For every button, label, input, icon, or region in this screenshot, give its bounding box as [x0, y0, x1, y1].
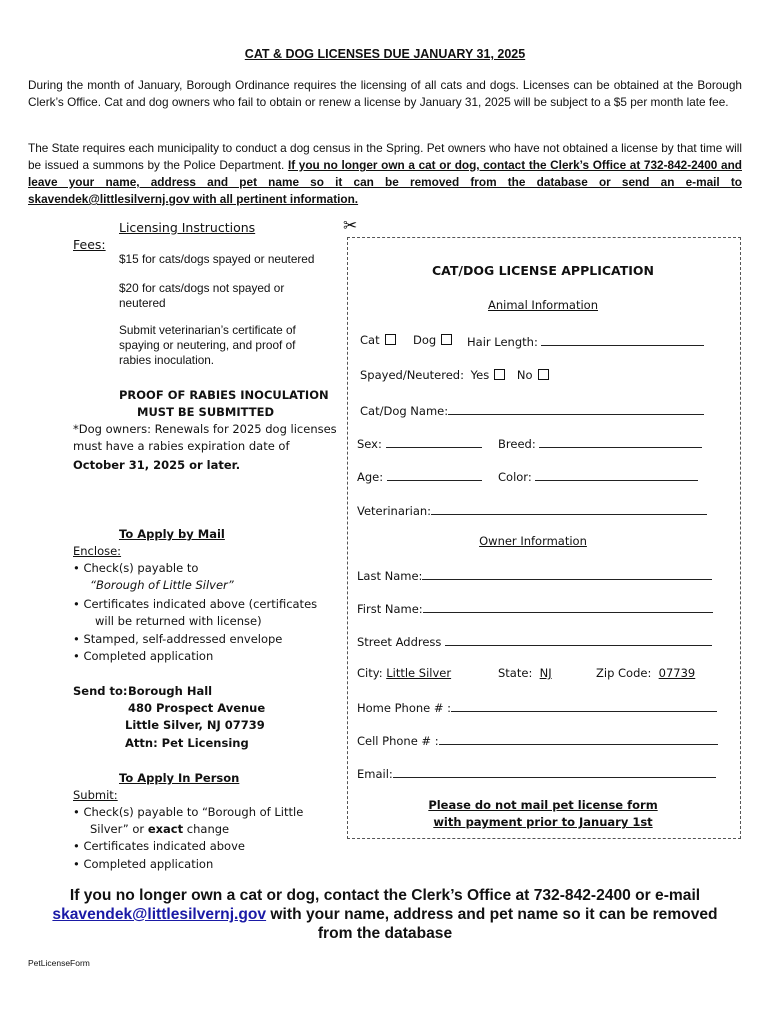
mail-item: “Borough of Little Silver” [90, 578, 234, 592]
page-title: CAT & DOG LICENSES DUE JANUARY 31, 2025 [244, 47, 526, 61]
bottom-notice-line-1: If you no longer own a cat or dog, contact the Clerk’s Office at 732-842-2400 or e-mail [69, 887, 701, 904]
person-item-text: Silver” or [90, 822, 148, 836]
submit-label: Submit: [73, 788, 118, 802]
person-item: • Certificates indicated above [73, 839, 245, 853]
age-label: Age: [357, 470, 384, 484]
mail-item: • Completed application [73, 649, 214, 663]
person-item: • Check(s) payable to “Borough of Little [73, 805, 304, 819]
dog-option[interactable] [413, 333, 452, 347]
pet-name-input[interactable] [448, 402, 704, 415]
hair-length-field[interactable] [467, 333, 704, 349]
fees-label: Fees: [73, 237, 106, 252]
person-item-bold: exact [147, 822, 184, 836]
first-name-label: First Name: [357, 602, 423, 616]
address-line: Attn: Pet Licensing [125, 736, 249, 750]
census-notice: If you no longer own a cat or dog, contact the Clerk’s Office at 732-842-2400 and leave your name, address and pet name so it can be removed from the database or send an e-mail to skavendek@littlesilvernj.gov with all pertinent information. [28, 158, 742, 206]
clerk-email-link[interactable]: skavendek@littlesilvernj.gov [52, 906, 267, 923]
mail-item: • Check(s) payable to [73, 561, 199, 575]
form-notice-2: with payment prior to January 1st [433, 815, 653, 829]
state-field [498, 666, 552, 680]
pet-name-field[interactable] [360, 402, 704, 418]
address-line: Borough Hall [128, 684, 213, 698]
no-checkbox[interactable] [538, 369, 549, 380]
street-address-field[interactable] [357, 633, 712, 649]
sex-field[interactable] [357, 435, 482, 451]
bottom-notice [0, 886, 770, 943]
animal-info-heading: Animal Information [487, 298, 599, 312]
color-input[interactable] [535, 468, 698, 481]
hair-length-label: Hair Length: [467, 335, 538, 349]
spayed-label: Spayed/Neutered: [360, 368, 464, 382]
home-phone-label: Home Phone # : [357, 701, 452, 715]
sex-label: Sex: [357, 437, 382, 451]
bottom-notice-line-3: from the database [317, 925, 453, 942]
owner-info-heading: Owner Information [479, 534, 587, 548]
home-phone-input[interactable] [451, 699, 717, 712]
first-name-input[interactable] [423, 600, 713, 613]
veterinarian-label: Veterinarian: [357, 504, 432, 518]
census-text: The State requires each municipality to conduct a dog census in the Spring. Pet owners who have not obtained a license by that time will be issued a summons by the Police Department. [28, 141, 742, 172]
mail-item: will be returned with license) [95, 614, 262, 628]
renewal-date: October 31, 2025 or later. [73, 458, 241, 472]
form-title: CAT/DOG LICENSE APPLICATION [431, 263, 655, 278]
vet-note: Submit veterinarian’s certificate of spaying or neutering, and proof of rabies inoculation. [119, 323, 296, 367]
home-phone-field[interactable] [357, 699, 717, 715]
street-address-label: Street Address [357, 635, 442, 649]
last-name-label: Last Name: [357, 569, 423, 583]
address-line: 480 Prospect Avenue [128, 701, 266, 715]
cat-checkbox[interactable] [385, 334, 396, 345]
yes-label: Yes [470, 368, 490, 382]
send-to-label: Send to: [73, 684, 128, 698]
address-line: Little Silver, NJ 07739 [125, 718, 265, 732]
dog-checkbox[interactable] [441, 334, 452, 345]
person-item: • Completed application [73, 857, 214, 871]
color-label: Color: [498, 470, 532, 484]
street-address-input[interactable] [445, 633, 712, 646]
no-label: No [516, 368, 533, 382]
mail-item: • Certificates indicated above (certificates [73, 597, 318, 611]
census-paragraph [28, 140, 742, 208]
veterinarian-input[interactable] [431, 502, 707, 515]
cat-option[interactable] [360, 333, 396, 347]
breed-field[interactable] [498, 435, 702, 451]
person-heading: To Apply In Person [119, 771, 240, 785]
intro-paragraph: During the month of January, Borough Ordinance requires the licensing of all cats and dogs. Licenses can be obtained at the Borough Clerk’s Office. Cat and dog owners who fail to obtain or renew a license by January 31, 2025 will be subject to a $5 per month late fee. [28, 78, 742, 109]
state-label: State: [498, 666, 533, 680]
fee-not-spayed: $20 for cats/dogs not spayed or neutered [119, 281, 285, 310]
sex-input[interactable] [386, 435, 482, 448]
person-item-text: change [183, 822, 230, 836]
last-name-input[interactable] [422, 567, 712, 580]
hair-length-input[interactable] [541, 333, 704, 346]
mail-item: • Stamped, self-addressed envelope [73, 632, 283, 646]
pet-name-label: Cat/Dog Name: [360, 404, 449, 418]
zip-label: Zip Code: [596, 666, 652, 680]
cell-phone-field[interactable] [357, 732, 718, 748]
form-notice-1: Please do not mail pet license form [428, 798, 658, 812]
proof-line-2: MUST BE SUBMITTED [137, 405, 275, 419]
email-label: Email: [357, 767, 393, 781]
zip-value: 07739 [658, 666, 696, 680]
bottom-notice-line-2 [0, 905, 770, 924]
age-input[interactable] [387, 468, 482, 481]
veterinarian-field[interactable] [357, 502, 707, 518]
yes-checkbox[interactable] [494, 369, 505, 380]
breed-label: Breed: [498, 437, 536, 451]
city-field [357, 666, 451, 680]
last-name-field[interactable] [357, 567, 712, 583]
enclose-label: Enclose: [73, 544, 122, 558]
breed-input[interactable] [539, 435, 702, 448]
mail-heading: To Apply by Mail [119, 527, 225, 541]
fee-spayed: $15 for cats/dogs spayed or neutered [119, 252, 315, 266]
spayed-field [360, 368, 549, 382]
scissors-icon: ✂ [343, 216, 358, 236]
first-name-field[interactable] [357, 600, 713, 616]
cell-phone-input[interactable] [439, 732, 718, 745]
dog-label: Dog [413, 333, 437, 347]
email-field[interactable] [357, 765, 716, 781]
instructions-heading: Licensing Instructions [119, 220, 256, 235]
email-input[interactable] [393, 765, 716, 778]
city-value: Little Silver [386, 666, 452, 680]
cell-phone-label: Cell Phone # : [357, 734, 439, 748]
bottom-notice-text: with your name, address and pet name so it can be removed [266, 906, 718, 923]
color-field[interactable] [498, 468, 698, 484]
proof-line-1: PROOF OF RABIES INOCULATION [119, 388, 329, 402]
person-item [90, 821, 229, 838]
zip-field [596, 666, 695, 680]
footer-label: PetLicenseForm [28, 958, 90, 968]
city-label: City: [357, 666, 383, 680]
renewal-text: *Dog owners: Renewals for 2025 dog licenses must have a rabies expiration date of [73, 422, 337, 453]
cat-label: Cat [360, 333, 380, 347]
age-field[interactable] [357, 468, 482, 484]
state-value: NJ [539, 666, 552, 680]
